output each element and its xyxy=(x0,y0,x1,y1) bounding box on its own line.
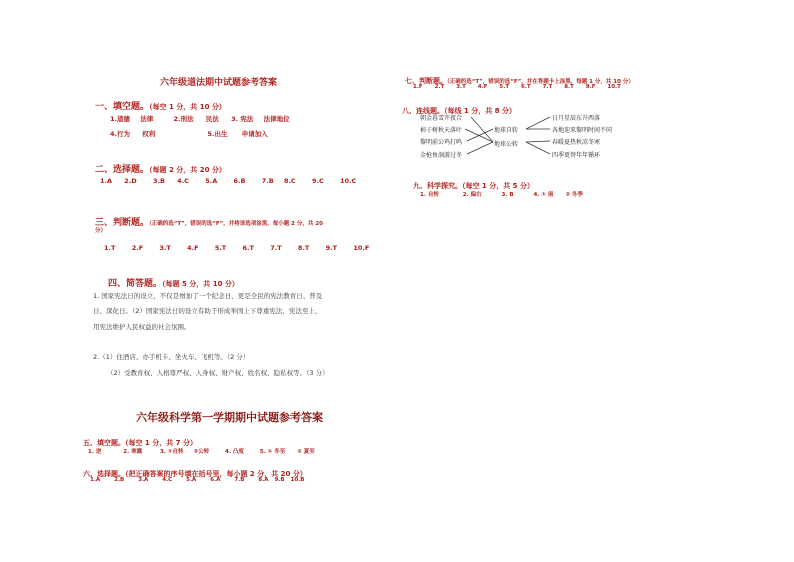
section-2-heading: 二、选择题。 xyxy=(95,165,150,175)
match-middle-item: 地球公转 xyxy=(494,141,519,148)
answer: 1.T xyxy=(104,244,116,252)
answer: 4.F xyxy=(187,244,199,252)
answer: 3.B xyxy=(152,177,165,185)
answer: 7.T xyxy=(270,244,282,252)
answer: 6.T xyxy=(521,84,531,90)
answer: 6.B xyxy=(233,177,246,185)
answer: 3. B xyxy=(501,192,514,198)
answer: 3.A xyxy=(138,477,149,483)
answer: 10.F xyxy=(353,244,370,252)
answer: 申请加入 xyxy=(241,130,268,138)
answer: 1.F xyxy=(413,84,423,90)
answer: 9.B xyxy=(274,477,285,483)
section-6-note: （把正确答案的序号填在括号里，每小题 2 分，共 20 分） xyxy=(125,470,307,478)
section-3-note: （正确的选“T”，错误的选“F”，并将该选项涂黑，每小题 2 分，共 20 xyxy=(149,221,323,227)
section-6-heading: 六、选择题。 xyxy=(83,470,125,478)
match-line xyxy=(467,129,493,141)
answer: 2.刑法 xyxy=(173,115,194,123)
answer: ②公转 xyxy=(193,449,210,455)
answer: 8.A xyxy=(258,477,269,483)
answer: 4.行为 xyxy=(110,130,130,138)
answer: 2.D xyxy=(124,177,137,185)
section-3-note-cont: 分） xyxy=(95,228,107,234)
answer: 4.C xyxy=(177,177,189,185)
answer: 4. ① 南 xyxy=(533,192,554,198)
section-4-heading: 四、简答题。 xyxy=(108,279,163,289)
answer: 1.A xyxy=(90,477,101,483)
answer: 2. 寒露 xyxy=(123,449,143,455)
answer: 7.B xyxy=(234,477,245,483)
match-left-item: 柿子树秋天落叶 xyxy=(420,127,463,134)
paragraph-line: 1. 国家宪法日的设立，不仅是增加了一个纪念日，更是全民的宪法教育日、普及 xyxy=(93,292,323,300)
section-1-heading: 一、填空题。 xyxy=(95,102,150,112)
answer: 6.A xyxy=(210,477,221,483)
answer: 5.T xyxy=(214,244,227,252)
answer: 法律地位 xyxy=(263,115,290,123)
answer: 9.T xyxy=(325,244,338,252)
section-7-note: （正确的选“T”，错误的选“F”，并在答题卡上涂黑，每题 1 分，共 10 分） xyxy=(447,79,634,85)
answer: 9.F xyxy=(585,84,596,90)
answer: 1. 自转 xyxy=(420,192,439,198)
match-left-item: 金枪鱼洄游过冬 xyxy=(420,152,463,159)
match-right-item: 日月星辰东升西落 xyxy=(552,115,601,122)
section-8-heading: 八、连线题。 xyxy=(402,107,444,115)
section-4-note: （每题 5 分，共 10 分） xyxy=(162,280,239,288)
paragraph-line: 日、深化日。（2）国家宪法日的设立有助于形成举国上下尊重宪法、宪法至上、 xyxy=(93,307,322,315)
match-right-item: 各地迎来黎明时间不同 xyxy=(552,127,613,134)
answer: 2. 偏右 xyxy=(462,192,482,198)
answer-row xyxy=(420,190,583,198)
answer: 5. ① 冬至 xyxy=(259,449,286,455)
section-2-note: （每题 2 分，共 20 分） xyxy=(149,166,226,174)
section-8-note: （每线 1 分，共 8 分） xyxy=(444,107,516,115)
match-left-item: 黎明前公鸡打鸣 xyxy=(420,139,463,146)
answer: 10.C xyxy=(340,177,357,185)
answer: 5.T xyxy=(499,84,510,90)
answer: 2.T xyxy=(434,84,445,90)
answer: 9.C xyxy=(311,177,324,185)
answer: 10.T xyxy=(607,84,621,90)
page-title-civics: 六年级道法期中试题参考答案 xyxy=(160,78,278,88)
paragraph-line: 用宪法维护人民权益的社会氛围。 xyxy=(93,323,191,331)
answer: 权利 xyxy=(142,130,156,138)
answer: 民法 xyxy=(205,115,219,123)
answer: 5.A xyxy=(186,477,197,483)
answer: 2.F xyxy=(131,244,144,252)
match-left-item: 朝金暮雪开夜合 xyxy=(420,115,463,122)
answer: 5.A xyxy=(205,177,218,185)
answer: 8.C xyxy=(283,177,296,185)
match-right-item: 四季更替年年循环 xyxy=(552,152,601,159)
answer: 10.B xyxy=(290,477,305,483)
page-title-science: 六年级科学第一学期期中试题参考答案 xyxy=(136,411,323,424)
section-3-heading: 三、判断题。 xyxy=(95,218,150,228)
answer: 1.A xyxy=(100,177,113,185)
paragraph-line: （2）受教育权、人格尊严权、人身权、财产权、姓名权、隐私权等。（3 分） xyxy=(107,369,329,377)
answer: ② 夏至 xyxy=(297,449,315,455)
answer: 4.C xyxy=(162,477,173,483)
paragraph-line: 2.（1）住酒店、办手机卡、坐火车、飞机等。（2 分） xyxy=(93,353,250,361)
match-line xyxy=(471,117,493,142)
answer: 2.B xyxy=(114,477,125,483)
answer: 3. ①自转 xyxy=(160,449,184,455)
answer: 1. 逆 xyxy=(88,449,102,455)
answer: 法律 xyxy=(140,115,154,123)
match-middle-item: 地球自转 xyxy=(494,127,519,134)
section-1-note: （每空 1 分，共 10 分） xyxy=(149,103,226,111)
section-9-note: （每空 1 分，共 5 分） xyxy=(462,182,534,190)
section-5-heading: 五、填空题。 xyxy=(83,439,125,447)
match-line xyxy=(526,117,550,129)
answer: 3. 宪法 xyxy=(231,115,254,123)
answer: 4. 凸度 xyxy=(225,449,244,455)
answer: 1.道德 xyxy=(110,115,130,123)
section-7-heading: 七、判断题。 xyxy=(405,77,447,85)
section-5-note: （每空 1 分，共 7 分） xyxy=(125,439,197,447)
answer: 3.T xyxy=(159,244,171,252)
answer: 4.F xyxy=(477,84,488,90)
answer: 6.T xyxy=(242,244,254,252)
answer: 8.T xyxy=(297,244,310,252)
match-line xyxy=(526,142,550,154)
answer: ② 冬季 xyxy=(565,192,583,198)
section-9-heading: 九、科学探究。 xyxy=(413,182,462,190)
answer: 7.T xyxy=(542,84,553,90)
match-right-item: 春暖夏热秋凉冬寒 xyxy=(552,139,601,146)
answer: 3.T xyxy=(456,84,466,90)
answer: 5.出生 xyxy=(207,130,228,138)
match-line xyxy=(526,141,550,142)
match-line xyxy=(467,142,493,154)
answer: 7.B xyxy=(261,177,274,185)
answer: 8.T xyxy=(564,84,574,90)
